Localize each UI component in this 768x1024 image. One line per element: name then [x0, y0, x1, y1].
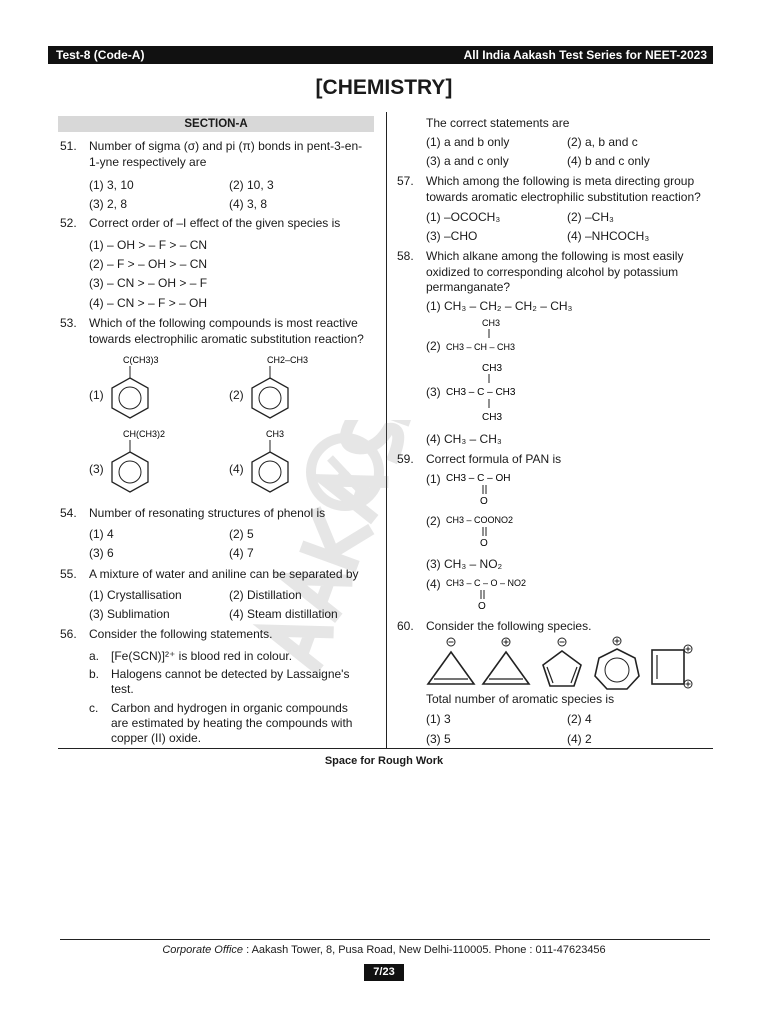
footer-address: : Aakash Tower, 8, Pusa Road, New Delhi-110005. Phone : 011-47623456	[243, 944, 606, 956]
q59-number: 59.	[397, 452, 414, 466]
q54-option-1: (1) 4	[89, 527, 114, 541]
q53-text-line2: towards electrophilic aromatic substitution reaction?	[89, 332, 364, 346]
q56-statement-c-line2: are estimated by heating the compounds with	[111, 716, 353, 730]
q54-option-3: (3) 6	[89, 546, 114, 560]
q58-o3-main-chain: CH3 – C – CH3	[446, 387, 516, 398]
footer	[0, 944, 768, 956]
q57-option-1: (1) –OCOCH₃	[426, 210, 501, 224]
q58-text-line1: Which alkane among the following is most easily	[426, 249, 684, 263]
footer-divider	[60, 939, 710, 940]
q58-option-2: (2)	[426, 339, 441, 353]
q56-statement-a-label: a.	[89, 649, 100, 663]
q59-o1-formula: CH3 – C – OH	[446, 473, 511, 484]
q57-option-3: (3) –CHO	[426, 229, 478, 243]
q59-option-2: (2)	[426, 514, 441, 528]
q58-text-line2: oxidized to corresponding alcohol by potassium	[426, 265, 679, 279]
q53-option-1: (1)	[89, 388, 104, 402]
q58-number: 58.	[397, 249, 414, 263]
q56-statement-b-line2: test.	[111, 682, 134, 696]
q53-option-4: (4)	[229, 462, 244, 476]
q55-option-4: (4) Steam distillation	[229, 607, 338, 621]
q59-o4-formula: CH3 – C – O – NO2	[446, 578, 527, 588]
pan-structure-option2	[446, 510, 566, 548]
test-code: Test-8 (Code-A)	[56, 48, 145, 62]
test-series-name: All India Aakash Test Series for NEET-2023	[463, 48, 707, 62]
q52-text: Correct order of –I effect of the given species is	[89, 216, 341, 230]
q58-o2-top-group: CH3	[482, 318, 501, 328]
q53-substituent-2: CH2–CH3	[267, 355, 309, 365]
q51-text-line2: 1-yne respectively are	[89, 155, 207, 169]
q56-statement-c-label: c.	[89, 701, 99, 715]
q54-option-4: (4) 7	[229, 546, 254, 560]
q53-substituent-1: C(CH3)3	[123, 355, 159, 365]
q55-option-3: (3) Sublimation	[89, 607, 170, 621]
q56-statement-c-line1: Carbon and hydrogen in organic compounds	[111, 701, 348, 715]
q55-number: 55.	[60, 567, 77, 581]
q60-option-4: (4) 2	[567, 732, 592, 746]
q53-substituent-4: CH3	[266, 429, 285, 439]
page-header	[48, 46, 713, 64]
tert-butylbenzene-structure	[105, 352, 165, 430]
q60-option-2: (2) 4	[567, 712, 592, 726]
q57-number: 57.	[397, 174, 414, 188]
subject-title: [CHEMISTRY]	[315, 76, 453, 99]
q57-option-2: (2) –CH₃	[567, 210, 614, 224]
acetic-acid-structure	[446, 468, 566, 506]
q57-text-line2: towards aromatic electrophilic substitution reaction?	[426, 190, 701, 204]
q55-option-1: (1) Crystallisation	[89, 588, 182, 602]
q57-option-4: (4) –NHCOCH₃	[567, 229, 650, 243]
q56-continuation: The correct statements are	[426, 116, 570, 130]
q56-option-3: (3) a and c only	[426, 154, 509, 168]
q58-o2-main-chain: CH3 – CH – CH3	[446, 342, 516, 352]
q58-o3-top-group: CH3	[482, 363, 503, 374]
q59-option-4: (4)	[426, 577, 441, 591]
isopropylbenzene-structure	[105, 426, 185, 504]
q53-substituent-3: CH(CH3)2	[123, 429, 166, 439]
q60-text: Consider the following species.	[426, 619, 592, 633]
q58-o3-bottom-group: CH3	[482, 412, 503, 423]
q58-option-3: (3)	[426, 385, 441, 399]
q59-option-1: (1)	[426, 472, 441, 486]
q59-text: Correct formula of PAN is	[426, 452, 562, 466]
q54-text: Number of resonating structures of phenol is	[89, 506, 326, 520]
q52-option-4: (4) – CN > – F > – OH	[89, 296, 208, 310]
rough-work-label: Space for Rough Work	[324, 755, 444, 767]
section-end-divider	[58, 748, 713, 749]
q51-option-2: (2) 10, 3	[229, 178, 274, 192]
q56-option-2: (2) a, b and c	[567, 135, 638, 149]
isobutane-structure	[446, 316, 566, 358]
q51-option-3: (3) 2, 8	[89, 197, 128, 211]
q52-number: 52.	[60, 216, 77, 230]
q54-option-2: (2) 5	[229, 527, 254, 541]
q56-statement-b-line1: Halogens cannot be detected by Lassaigne's	[111, 667, 350, 681]
q51-number: 51.	[60, 139, 77, 153]
q59-option-3: (3) CH₃ – NO₂	[426, 557, 503, 571]
q53-number: 53.	[60, 316, 77, 330]
aromatic-species-structures	[424, 634, 694, 692]
page-number: 7/23	[364, 964, 404, 981]
section-heading: SECTION-A	[58, 116, 374, 132]
q60-option-1: (1) 3	[426, 712, 451, 726]
neopentane-structure	[446, 360, 566, 428]
q52-option-3: (3) – CN > – OH > – F	[89, 276, 208, 290]
q51-text-line1: Number of sigma (σ) and pi (π) bonds in pent-3-en-	[89, 139, 363, 153]
q56-statement-b-label: b.	[89, 667, 100, 681]
q51-option-4: (4) 3, 8	[229, 197, 268, 211]
ethylbenzene-structure	[245, 352, 325, 430]
q53-text-line1: Which of the following compounds is most reactive	[89, 316, 358, 330]
q56-option-4: (4) b and c only	[567, 154, 650, 168]
toluene-structure	[245, 426, 305, 504]
q54-number: 54.	[60, 506, 77, 520]
q56-statement-c-line3: copper (II) oxide.	[111, 731, 202, 745]
pan-structure-option4	[446, 574, 576, 612]
q56-statement-a: [Fe(SCN)]²⁺ is blood red in colour.	[111, 649, 293, 663]
q58-option-1: (1) CH₃ – CH₂ – CH₂ – CH₃	[426, 299, 573, 313]
q53-option-3: (3)	[89, 462, 104, 476]
q60-question: Total number of aromatic species is	[426, 692, 615, 706]
q59-o2-formula: CH3 – COONO2	[446, 515, 514, 525]
q59-o1-oxygen: O	[480, 496, 488, 506]
q60-option-3: (3) 5	[426, 732, 451, 746]
q60-number: 60.	[397, 619, 414, 633]
q57-text-line1: Which among the following is meta directing group	[426, 174, 695, 188]
q55-option-2: (2) Distillation	[229, 588, 302, 602]
q56-text: Consider the following statements.	[89, 627, 273, 641]
q52-option-1: (1) – OH > – F > – CN	[89, 238, 208, 252]
q59-o4-oxygen: O	[478, 601, 486, 612]
q58-text-line3: permanganate?	[426, 280, 511, 294]
q55-text: A mixture of water and aniline can be separated by	[89, 567, 359, 581]
q56-number: 56.	[60, 627, 77, 641]
q58-option-4: (4) CH₃ – CH₃	[426, 432, 502, 446]
q59-o2-oxygen: O	[480, 538, 488, 548]
q53-option-2: (2)	[229, 388, 244, 402]
footer-label: Corporate Office	[162, 944, 244, 956]
q52-option-2: (2) – F > – OH > – CN	[89, 257, 208, 271]
q51-option-1: (1) 3, 10	[89, 178, 134, 192]
q56-option-1: (1) a and b only	[426, 135, 510, 149]
